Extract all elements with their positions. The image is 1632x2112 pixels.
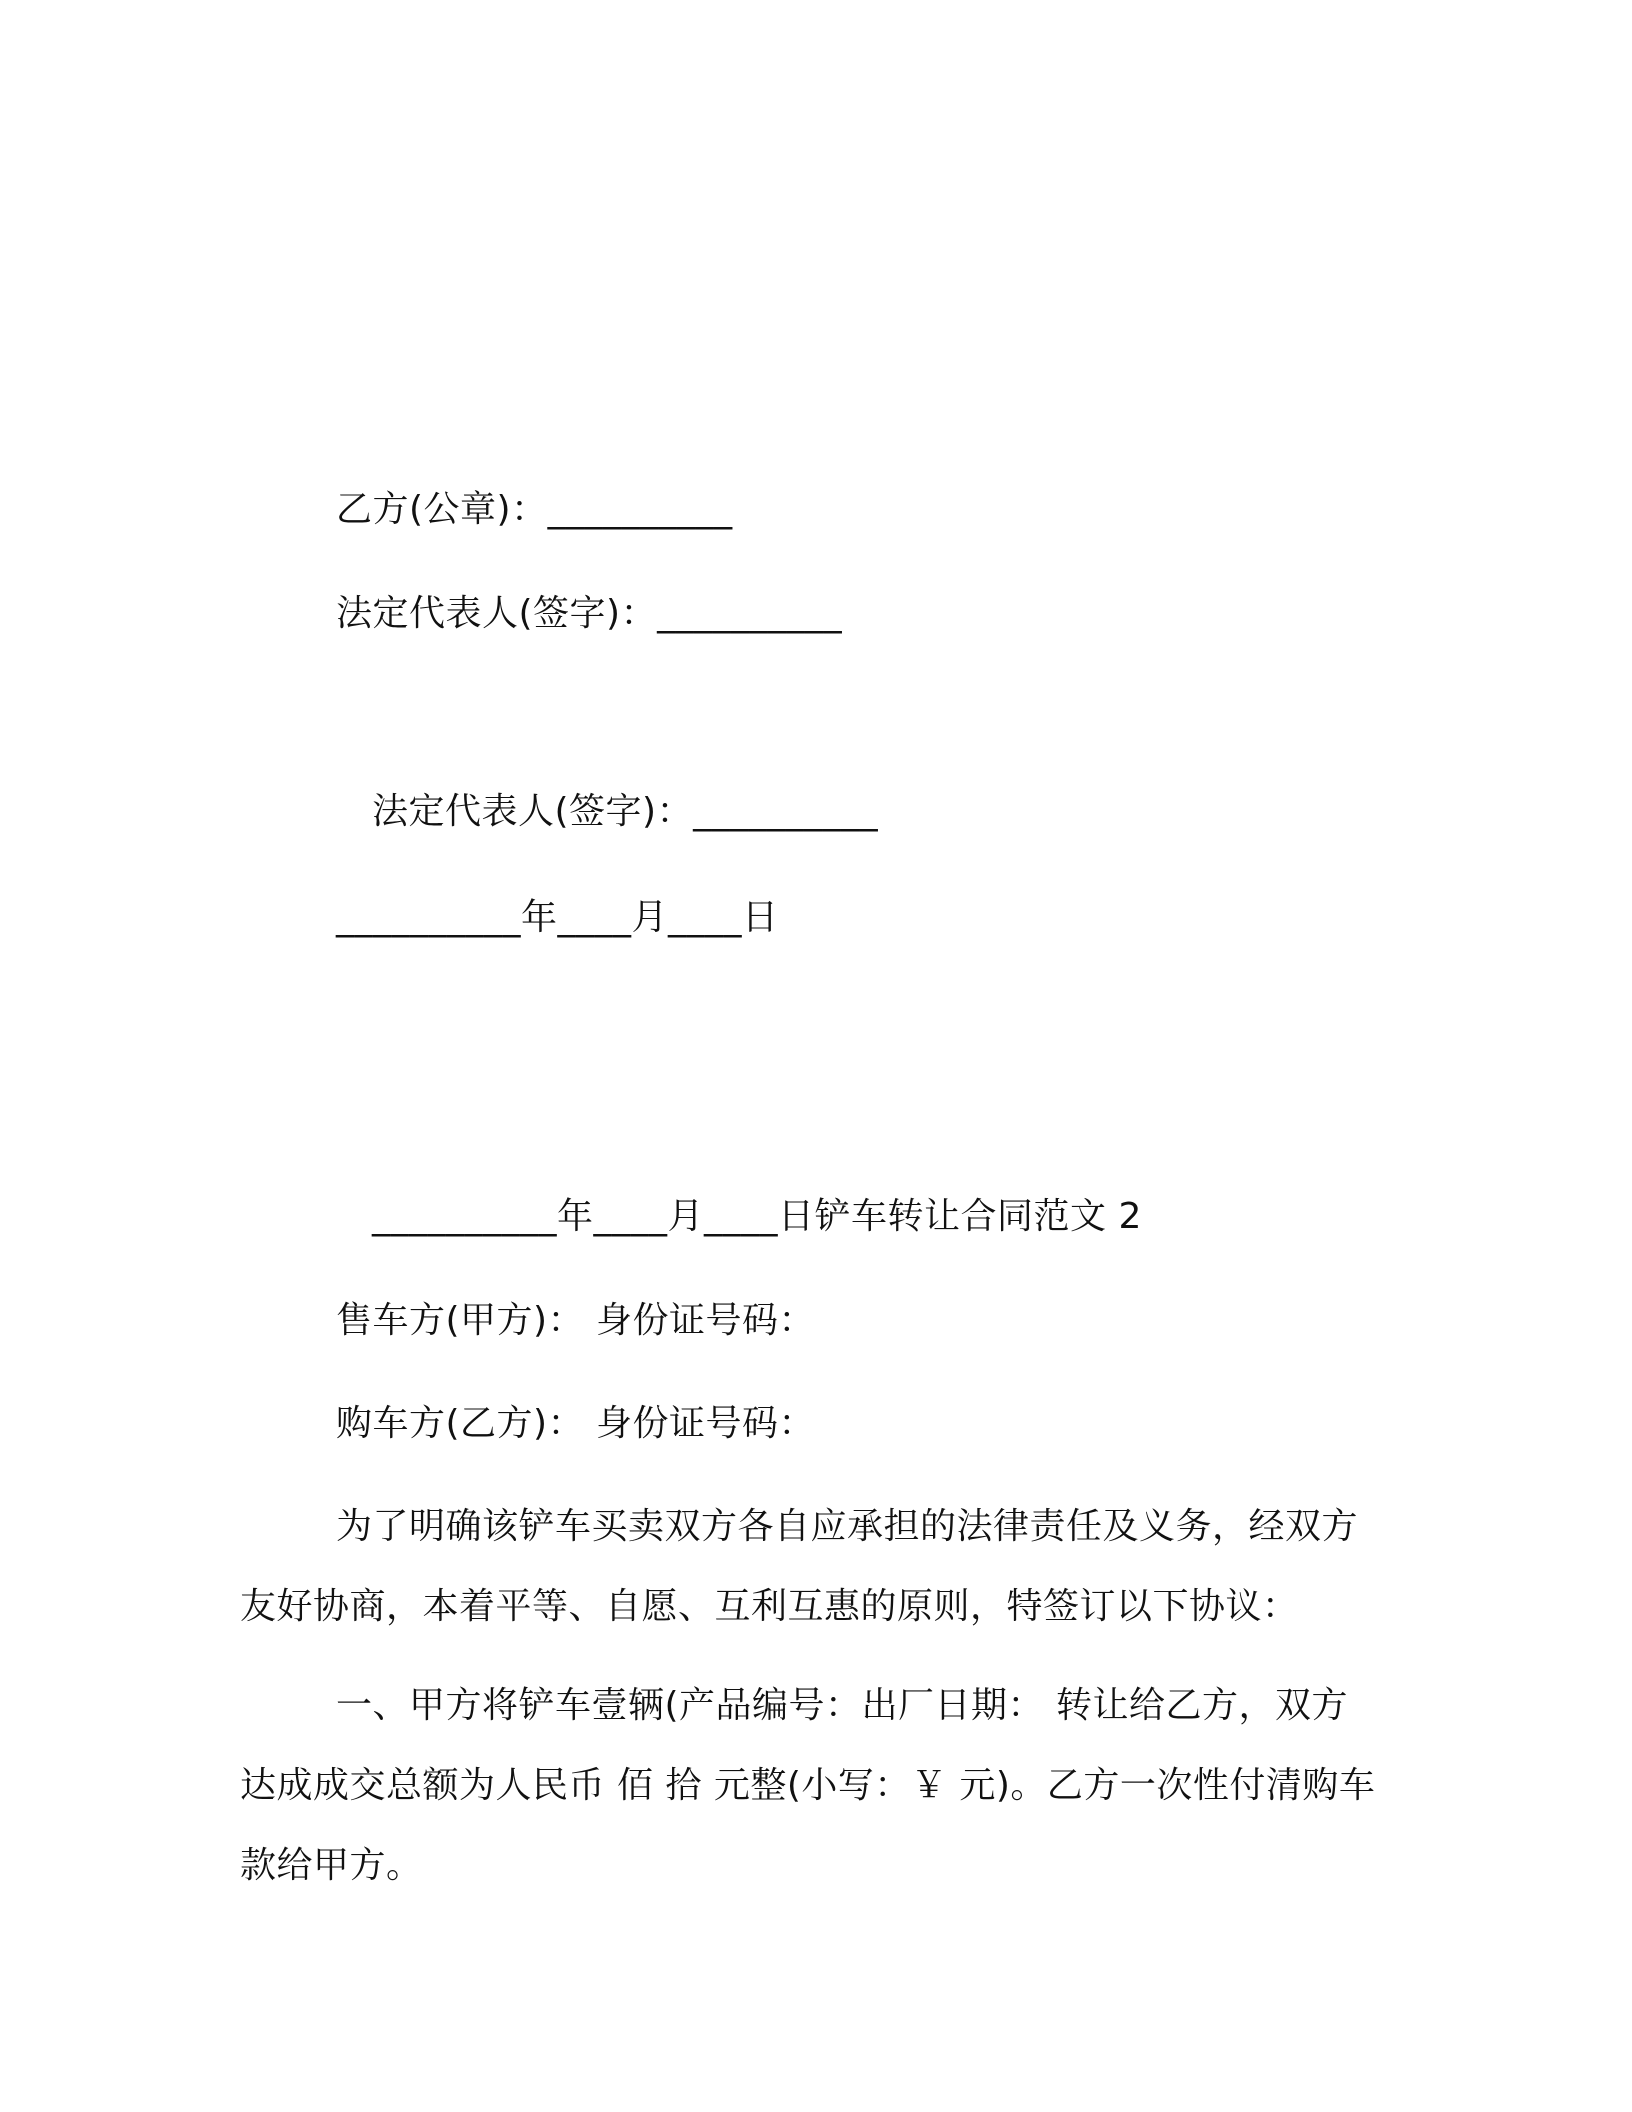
clause-1-paragraph: 一、甲方将铲车壹辆(产品编号：出厂日期： 转让给乙方，双方达成成交总额为人民币 佰 拾 元整(小写：￥ 元)。乙方一次性付清购车款给甲方。 bbox=[240, 1685, 1376, 1886]
legal-representative-signature-line-2: 法定代表人(签字)：__________ bbox=[372, 791, 879, 832]
signature-date-line: __________年____月____日 bbox=[336, 897, 779, 938]
buyer-info-line: 购车方(乙方)： 身份证号码： bbox=[336, 1403, 816, 1444]
seller-info-line: 售车方(甲方)： 身份证号码： bbox=[336, 1300, 816, 1341]
contract-title: __________年____月____日铲车转让合同范文 2 bbox=[372, 1196, 1142, 1237]
party-b-seal-line: 乙方(公章)：__________ bbox=[336, 489, 733, 530]
intro-paragraph: 为了明确该铲车买卖双方各自应承担的法律责任及义务，经双方友好协商，本着平等、自愿、互利互惠的原则，特签订以下协议： bbox=[240, 1506, 1359, 1627]
legal-representative-signature-line: 法定代表人(签字)：__________ bbox=[336, 593, 843, 634]
